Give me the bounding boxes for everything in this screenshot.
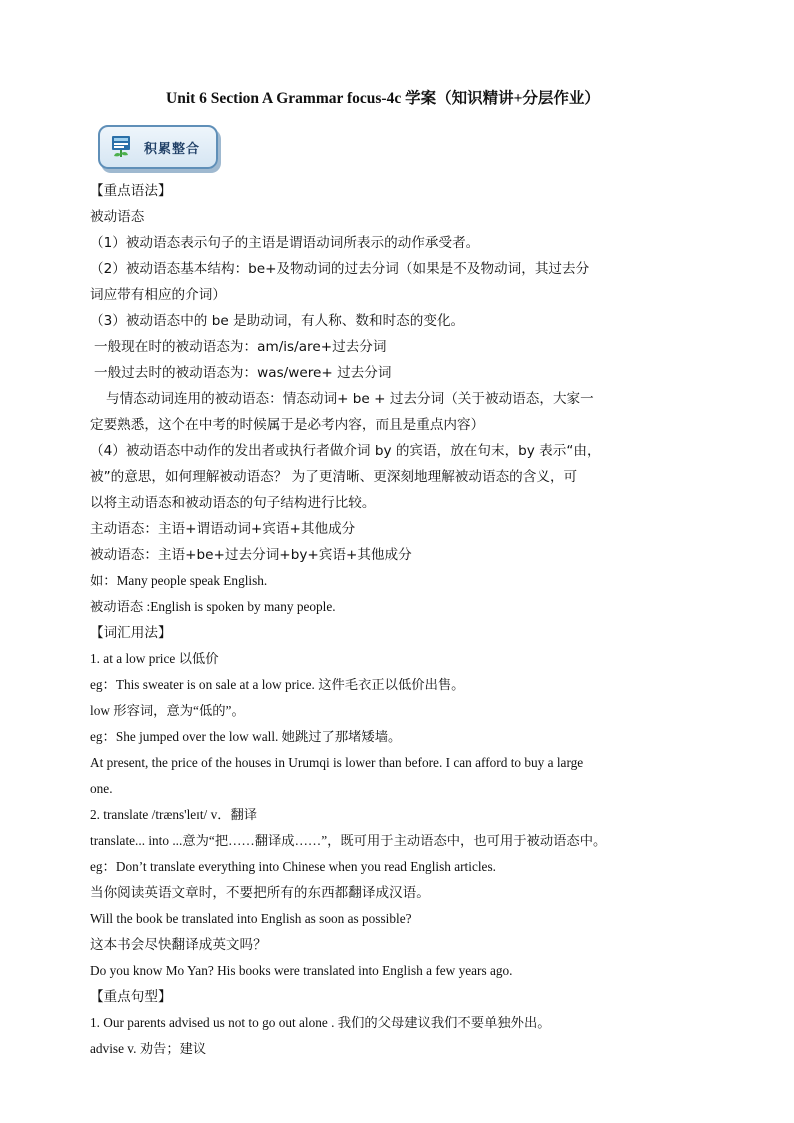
text-line: advise v. 劝告；建议 — [90, 1041, 207, 1056]
text-line: （4）被动语态中动作的发出者或执行者做介词 by 的宾语，放在句末，by 表示“由， — [90, 443, 601, 459]
heading-vocabulary: 【词汇用法】 — [90, 625, 172, 641]
text-line: 一般现在时的被动语态为：am/is/are+过去分词 — [94, 339, 387, 355]
text-line: At present, the price of the houses in Urumqi is lower than before. I can afford to buy a large — [90, 755, 584, 770]
text-line: 与情态动词连用的被动语态：情态动词+ be + 过去分词（关于被动语态，大家一 — [106, 391, 594, 407]
text-line: eg：She jumped over the low wall. 她跳过了那堵矮墙。 — [90, 729, 402, 744]
book-plant-icon — [110, 133, 132, 159]
text-line: 1. at a low price 以低价 — [90, 651, 219, 666]
text-line: （1）被动语态表示句子的主语是谓语动词所表示的动作承受者。 — [90, 235, 480, 251]
badge-label: 积累整合 — [144, 142, 201, 157]
text-line: 1. Our parents advised us not to go out alone . 我们的父母建议我们不要单独外出。 — [90, 1015, 551, 1030]
text-line: 如：Many people speak English. — [90, 573, 268, 588]
text-line: 被动语态 :English is spoken by many people. — [90, 599, 336, 614]
text-line: Do you know Mo Yan? His books were translated into English a few years ago. — [90, 963, 513, 978]
text-line: Will the book be translated into English as soon as possible? — [90, 911, 412, 926]
text-line: 被动语态：主语+be+过去分词+by+宾语+其他成分 — [90, 547, 412, 563]
text-line: translate... into ...意为“把……翻译成……”，既可用于主动语态中，也可用于被动语态中。 — [90, 833, 607, 848]
text-line: one. — [90, 781, 113, 796]
text-line: （3）被动语态中的 be 是助动词，有人称、数和时态的变化。 — [90, 313, 465, 329]
text-line: 主动语态：主语+谓语动词+宾语+其他成分 — [90, 521, 356, 537]
text-line: （2）被动语态基本结构：be+及物动词的过去分词（如果是不及物动词，其过去分 — [90, 261, 590, 277]
heading-key-grammar: 【重点语法】 — [90, 183, 172, 199]
badge-frame — [98, 125, 218, 169]
text-line: 这本书会尽快翻译成英文吗？ — [90, 937, 267, 953]
heading-key-sentences: 【重点句型】 — [90, 989, 172, 1005]
text-line: 被”的意思，如何理解被动语态？ 为了更清晰、更深刻地理解被动语态的含义，可 — [90, 469, 578, 485]
text-line: eg：Don’t translate everything into Chinese when you read English articles. — [90, 859, 496, 874]
text-line: low 形容词，意为“低的”。 — [90, 703, 245, 718]
text-line: 被动语态 — [90, 209, 145, 225]
text-line: 词应带有相应的介词） — [90, 287, 226, 303]
text-line: 定要熟悉，这个在中考的时候属于是必考内容，而且是重点内容） — [90, 417, 485, 433]
document-body — [90, 178, 706, 1062]
text-line: eg：This sweater is on sale at a low price. 这件毛衣正以低价出售。 — [90, 677, 465, 692]
text-line: 2. translate /træns'leɪt/ v．翻译 — [90, 807, 258, 822]
text-line: 以将主动语态和被动语态的句子结构进行比较。 — [90, 495, 376, 511]
text-line: 一般过去时的被动语态为：was/were+ 过去分词 — [94, 365, 392, 381]
section-badge — [95, 122, 220, 172]
text-line: 当你阅读英语文章时，不要把所有的东西都翻译成汉语。 — [90, 885, 430, 901]
document-title: Unit 6 Section A Grammar focus-4c 学案（知识精讲+分层作业） — [166, 90, 600, 107]
